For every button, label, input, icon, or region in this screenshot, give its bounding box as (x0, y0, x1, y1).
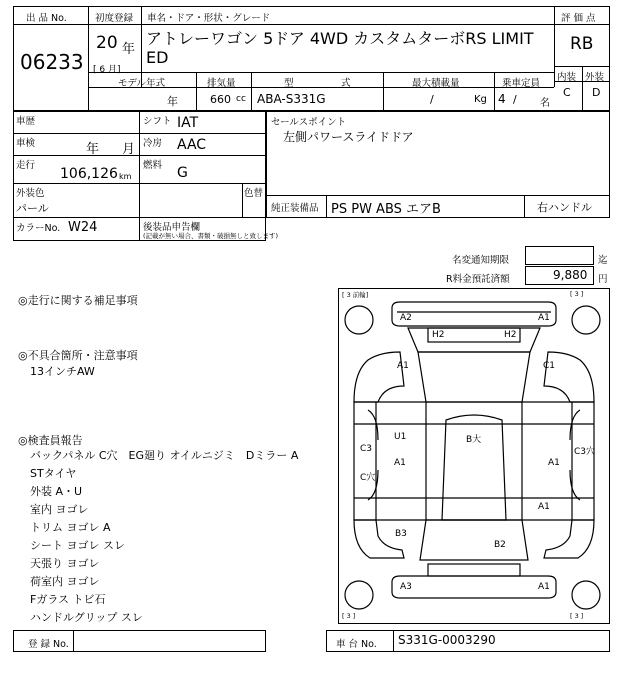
aftermarket-label: 後装品申告欄 (143, 222, 201, 233)
mark-pillar-r: C3穴 (574, 447, 596, 457)
mark-pillar-l: C3 (360, 444, 373, 454)
mark-fender-r: C1 (543, 361, 556, 371)
recycle-unit: 円 (598, 274, 608, 285)
capacity-unit: 名 (540, 98, 550, 109)
displacement-unit: cc (236, 94, 246, 104)
inspection-label: 車検 (16, 138, 36, 149)
fuel-value: G (177, 165, 188, 181)
mileage-unit: km (119, 172, 132, 181)
displacement-value: 660 (210, 93, 231, 106)
first-reg-label: 初度登録 (95, 13, 134, 24)
ac-value: AAC (177, 137, 207, 153)
inspector-line: ハンドルグリップ スレ (30, 611, 143, 624)
defects-line: 13インチAW (30, 365, 95, 378)
color-no-label: カラーNo. (16, 223, 61, 234)
lot-label: 出 品 No. (26, 13, 67, 24)
handle-value: 右ハンドル (537, 201, 592, 214)
shift-value: IAT (177, 115, 199, 131)
driving-notes-label: ◎走行に関する補足事項 (18, 294, 138, 307)
type-label: 型 式 (284, 78, 351, 89)
first-reg-year-unit: 年 (122, 42, 136, 57)
mark-front-bumper-r: A1 (538, 313, 550, 323)
color-label: 外装色 (16, 188, 45, 199)
inspector-line: 天張り ヨゴレ (30, 557, 100, 570)
mark-hood-r: H2 (504, 330, 517, 340)
first-reg-year: 20 (96, 33, 118, 53)
mileage-label: 走行 (16, 160, 36, 171)
equipment-value: PS PW ABS エアB (331, 202, 441, 217)
lot-number: 06233 (20, 50, 84, 74)
recycle-value: 9,880 (553, 268, 588, 282)
max-load-label: 最大積載量 (412, 78, 460, 89)
reg-no-label: 登 録 No. (28, 639, 69, 650)
inspector-line: バックパネル C穴 EG廻り オイルニジミ Dミラー A (30, 449, 299, 462)
inspection-year: 年 (86, 142, 100, 157)
inspector-line: 外装 A・U (30, 485, 83, 498)
color-value: パール (16, 202, 49, 215)
exterior-score: D (592, 86, 601, 99)
sales-point-label: セールスポイント (271, 117, 347, 128)
mark-hood-l: H2 (432, 330, 445, 340)
eval-score: RB (570, 34, 594, 54)
max-load-sep: / (430, 93, 434, 106)
inspector-line: トリム ヨゴレ A (30, 521, 111, 534)
inspector-line: 室内 ヨゴレ (30, 503, 89, 516)
interior-score: C (563, 86, 571, 99)
shift-label: シフト (143, 116, 172, 127)
capacity-value: 4 (498, 92, 506, 106)
history-label: 車歴 (16, 116, 36, 127)
first-reg-month: [ 6 月] (93, 65, 121, 75)
mark-back: B2 (494, 540, 506, 550)
inspector-line: STタイヤ (30, 467, 77, 480)
capacity-sep: / (513, 93, 517, 106)
max-load-unit: Kg (474, 94, 487, 105)
fuel-label: 燃料 (143, 160, 163, 171)
defects-label: ◎不具合箇所・注意事項 (18, 349, 138, 362)
inspector-line: 荷室内 ヨゴレ (30, 575, 100, 588)
inspector-line: Fガラス トビ石 (30, 593, 106, 606)
mark-sill-l: C穴 (360, 473, 376, 483)
color-no-value: W24 (68, 220, 98, 235)
model-year-label: モデル年式 (118, 78, 166, 89)
inspector-label: ◎検査員報告 (18, 434, 83, 447)
mark-door-l-a: A1 (394, 458, 406, 468)
mark-door-l-u: U1 (394, 432, 407, 442)
tyre-rr-tag: [ 3 ] (570, 612, 584, 620)
sales-point-value: 左側パワースライドドア (283, 130, 414, 144)
mark-rear-l: B3 (395, 529, 407, 539)
eval-label: 評 価 点 (561, 13, 596, 24)
ac-label: 冷房 (143, 138, 163, 149)
mark-rear-bumper-l: A3 (400, 582, 412, 592)
aftermarket-note: (記載が無い場合、書類・破損無しと致します) (143, 232, 279, 240)
mileage-value: 106,126 (60, 166, 118, 182)
mark-roof: B大 (466, 435, 482, 445)
mark-fender-l: A1 (397, 361, 409, 371)
car-name-label: 車名・ドア・形状・グレード (147, 13, 271, 24)
type-value: ABA-S331G (257, 92, 326, 106)
tyre-fr-tag: [ 3 ] (570, 290, 584, 298)
car-name: アトレーワゴン 5ドア 4WD カスタムターボRS LIMIT (146, 29, 534, 48)
inspection-month: 月 (122, 142, 136, 157)
mark-quarter-r: A1 (538, 502, 550, 512)
mark-door-r-a: A1 (548, 458, 560, 468)
car-name-cont: ED (146, 48, 169, 67)
model-year-unit: 年 (167, 95, 178, 108)
equipment-label: 純正装備品 (271, 203, 319, 214)
tyre-rl-tag: [ 3 ] (342, 612, 356, 620)
capacity-label: 乗車定員 (502, 78, 541, 89)
chassis-no-label: 車 台 No. (336, 639, 377, 650)
notice-unit: 迄 (598, 255, 608, 266)
repaint-label: 色替 (244, 188, 264, 199)
displacement-label: 排気量 (207, 78, 236, 89)
notice-label: 名変通知期限 (452, 255, 510, 266)
chassis-no-value: S331G-0003290 (398, 633, 496, 647)
exterior-label: 外装 (585, 72, 605, 83)
recycle-label: R料金預託済額 (446, 274, 510, 285)
interior-label: 内装 (557, 72, 577, 83)
mark-front-bumper-l: A2 (400, 313, 412, 323)
tyre-fl-tag: [ 3 前輪] (342, 291, 369, 299)
mark-rear-bumper-r: A1 (538, 582, 550, 592)
inspector-line: シート ヨゴレ スレ (30, 539, 125, 552)
